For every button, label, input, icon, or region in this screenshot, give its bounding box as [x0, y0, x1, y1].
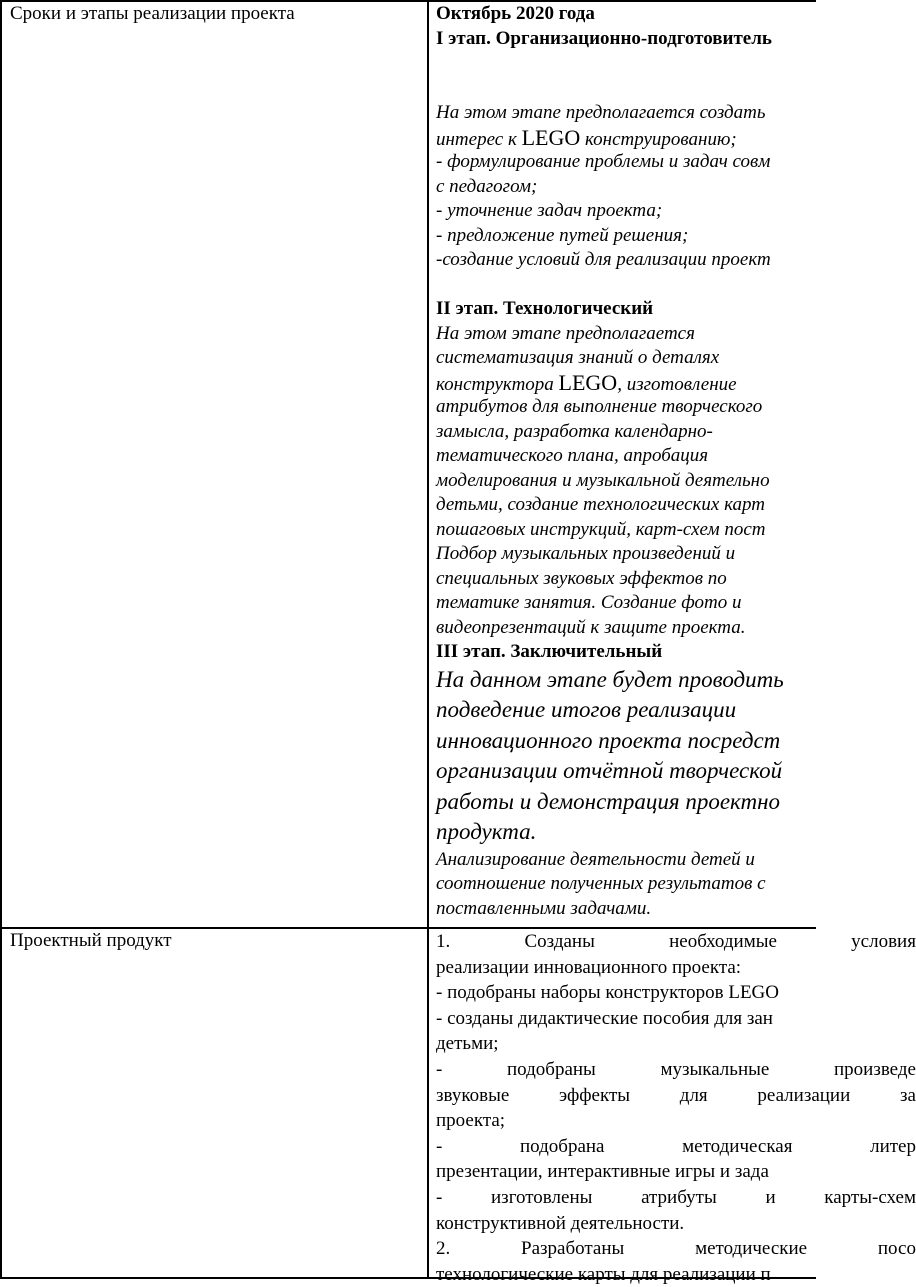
- product-text-line: - созданы дидактические пособия для зан: [436, 1007, 773, 1029]
- product-text-line: - подобраны наборы конструкторов LEGO: [436, 982, 779, 1004]
- product-text-line: 2. Разработаны методические посо: [436, 1238, 916, 1260]
- stage3-large-text-line: работы и демонстрация проектно: [436, 788, 781, 814]
- stage2-text-line: видеопрезентаций к защите проекта.: [436, 616, 746, 638]
- stage2-text-line: тематического плана, апробация: [436, 445, 709, 466]
- row2-label: Проектный продукт: [10, 930, 172, 951]
- product-text-line: звуковые эффекты для реализации за: [436, 1084, 916, 1106]
- stage2-text-line: моделирования и музыкальной деятельно: [436, 469, 770, 491]
- stage1-text-line: интерес к LEGO конструированию;: [436, 124, 737, 150]
- row1-label: Сроки и этапы реализации проекта: [10, 3, 295, 24]
- product-text-line: реализации инновационного проекта:: [436, 956, 742, 978]
- stage2-text-line: атрибутов для выполнение творческого: [436, 396, 763, 417]
- stage3-title: III этап. Заключительный: [436, 641, 663, 662]
- product-text-line: - подобрана методическая литер: [436, 1135, 916, 1157]
- stage2-text-line: специальных звуковых эффектов по: [436, 567, 727, 589]
- stage2-text-line: Подбор музыкальных произведений и: [436, 543, 736, 564]
- stage1-text-line: - предложение путей решения;: [436, 224, 689, 246]
- stage3-text-line: Анализирование деятельности детей и: [436, 848, 755, 870]
- stage3-large-text-line: инновационного проекта посредст: [436, 727, 781, 753]
- period-date: Октябрь 2020 года: [436, 3, 595, 24]
- product-text-line: - изготовлены атрибуты и карты-схем: [436, 1186, 916, 1208]
- product-text-line: - подобраны музыкальные произведе: [436, 1058, 916, 1080]
- row1-content-cell: [436, 2, 916, 921]
- table-column-divider: [427, 0, 429, 1279]
- stage3-large-text-line: На данном этапе будет проводить: [436, 666, 784, 692]
- stage1-text-line: с педагогом;: [436, 175, 538, 197]
- stage2-text-line: систематизация знаний о деталях: [436, 347, 720, 368]
- stage2-text-line: тематике занятия. Создание фото и: [436, 592, 742, 613]
- lego-brand-text: LEGO: [558, 369, 618, 395]
- stage3-large-text-line: организации отчётной творческой: [436, 758, 783, 783]
- table-border-left: [0, 0, 2, 1279]
- spacer: [436, 273, 916, 298]
- stage3-large-text-line: продукта.: [436, 819, 537, 844]
- product-text-line: конструктивной деятельности.: [436, 1212, 685, 1234]
- product-text-line: технологические карты для реализации п: [436, 1263, 771, 1285]
- stage3-text-line: поставленными задачами.: [436, 897, 652, 919]
- stage1-text-line: На этом этапе предполагается создать: [436, 102, 766, 123]
- stage1-text-line: -создание условий для реализации проект: [436, 249, 771, 270]
- stage2-text-line: пошаговых инструкций, карт-схем пост: [436, 518, 766, 540]
- product-text-line: 1. Созданы необходимые условия: [436, 931, 916, 952]
- row2-content-cell: [436, 929, 916, 1287]
- stage2-title: II этап. Технологический: [436, 298, 654, 319]
- product-text-line: презентации, интерактивные игры и зада: [436, 1161, 769, 1183]
- stage2-text-line: На этом этапе предполагается: [436, 322, 695, 344]
- stage3-text-line: соотношение полученных результатов с: [436, 873, 766, 894]
- stage2-text-line: детьми, создание технологических карт: [436, 494, 765, 515]
- stage3-large-text-line: подведение итогов реализации: [436, 697, 737, 722]
- stage1-title: I этап. Организационно-подготовитель: [436, 27, 772, 49]
- product-text-line: проекта;: [436, 1110, 506, 1132]
- lego-brand-text: LEGO: [521, 124, 581, 150]
- row1-label-cell: [10, 2, 420, 26]
- spacer: [436, 51, 916, 101]
- stage1-text-line: - формулирование проблемы и задач совм: [436, 151, 771, 172]
- stage1-text-line: - уточнение задач проекта;: [436, 200, 663, 221]
- stage2-text-line: замысла, разработка календарно-: [436, 420, 713, 442]
- product-text-line: детьми;: [436, 1033, 499, 1055]
- stage2-text-line: конструктора LEGO, изготовление: [436, 369, 737, 395]
- row2-label-cell: [10, 929, 420, 953]
